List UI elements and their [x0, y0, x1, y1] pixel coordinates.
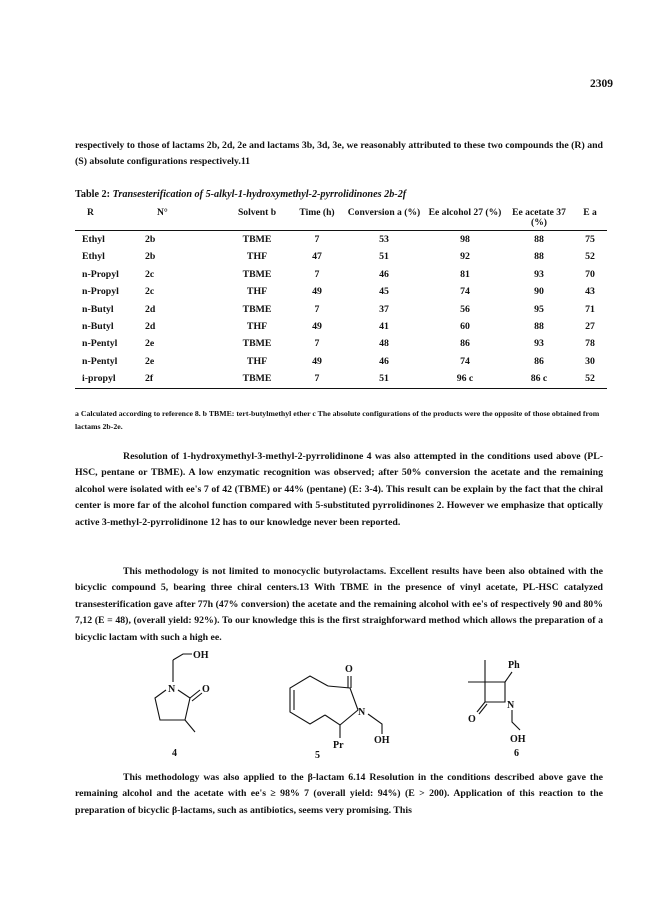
s5-pr-label: Pr — [333, 740, 344, 751]
table-footnote: a Calculated according to reference 8. b TBME: tert-butylmethyl ether c The absolute configurations of the products were the opposite of those obtained from lactams 2b-2e. — [75, 409, 600, 431]
table-cell: 60 — [460, 321, 470, 333]
table-cell: TBME — [242, 268, 272, 280]
structure-6 — [440, 650, 550, 760]
table-cell: 49 — [312, 286, 322, 298]
table-row — [75, 335, 607, 352]
table-cell: 75 — [585, 234, 595, 245]
table-cell: 86 — [534, 355, 544, 367]
table-cell: 30 — [585, 355, 595, 367]
s4-oh-label: OH — [193, 650, 209, 661]
table-cell: 46 — [379, 355, 389, 367]
table-cell: 2d — [145, 321, 156, 333]
table-cell: TBME — [242, 303, 272, 315]
table-cell: 7 — [314, 303, 320, 315]
table-cell: 7 — [314, 234, 320, 245]
table-cell: 51 — [379, 251, 389, 263]
table-cell: 74 — [460, 286, 470, 298]
table-cell: 2b — [145, 251, 156, 263]
paragraph-2: This methodology is not limited to monocyclic butyrolactams. Excellent results have been also obtained with the bicyclic compound 5, bearing three chiral centers.13 With TBME in the presence of vinyl acetate, PL-HSC catalyzed transesterification gave after 77h (47% conversion) the acetate and the remaining alcohol with ee's of respectively 90 and 80% 7,12 (E = 48), (overall yield: 92%). To our knowledge this is the first straighforward method which allows the preparation of a bicyclic lactam with such a high ee. — [75, 566, 603, 643]
table-row — [75, 318, 607, 335]
table-cell: TBME — [242, 234, 272, 245]
s6-ph-label: Ph — [508, 660, 520, 671]
table-cell: n-Butyl — [82, 321, 114, 333]
table-cell: 49 — [312, 321, 322, 333]
header-solvent: Solvent b — [237, 207, 277, 218]
table-cell: 70 — [585, 268, 595, 280]
table-cell: 52 — [585, 251, 595, 263]
table-caption — [75, 189, 406, 200]
header-conversion: Conversion a (%) — [347, 207, 421, 218]
table-cell: 95 — [534, 303, 544, 315]
table-cell: n-Propyl — [82, 286, 119, 298]
table-cell: 78 — [585, 338, 595, 350]
header-r: R — [87, 207, 94, 218]
table-cell: 2e — [145, 338, 155, 350]
table-cell: i-propyl — [82, 373, 116, 385]
table-row — [75, 370, 607, 388]
table-cell: 93 — [534, 268, 544, 280]
table-cell: 74 — [460, 355, 470, 367]
table-cell: 2c — [145, 268, 155, 280]
table-cell: THF — [246, 286, 268, 298]
table-cell: 7 — [314, 268, 320, 280]
s5-oh-label: OH — [374, 735, 390, 746]
table-cell: Ethyl — [82, 234, 105, 245]
s4-n-label: N — [168, 684, 176, 695]
table-cell: 27 — [585, 321, 595, 333]
table-cell: 37 — [379, 303, 389, 315]
table-cell: 93 — [534, 338, 544, 350]
table-cell: THF — [246, 251, 268, 263]
intro-paragraph: respectively to those of lactams 2b, 2d, 2e and lactams 3b, 3d, 3e, we reasonably attributed to these two compounds the (R) and (S) absolute configurations respectively.11 — [75, 140, 603, 168]
table-cell: 81 — [460, 268, 470, 280]
structure-5 — [270, 660, 410, 760]
header-time: Time (h) — [299, 207, 335, 218]
table-cell: TBME — [242, 338, 272, 350]
table-cell: TBME — [242, 373, 272, 385]
table-cell: 52 — [585, 373, 595, 385]
table-row — [75, 266, 607, 283]
table-cell: 2b — [145, 234, 156, 245]
table-cell: THF — [246, 321, 268, 333]
table-cell: n-Pentyl — [82, 338, 118, 350]
table-cell: 43 — [585, 286, 595, 298]
header-n: N° — [157, 207, 168, 218]
structure-6-number: 6 — [514, 748, 519, 759]
table-cell: 86 — [460, 338, 470, 350]
s4-o-label: O — [202, 684, 210, 695]
header-e: E a — [583, 207, 597, 218]
paragraph-1: Resolution of 1-hydroxymethyl-3-methyl-2-pyrrolidinone 4 was also attempted in the conditions used above (PL-HSC, pentane or TBME). A low enzymatic recognition was observed; after 50% conversion the acetate and the remaining alcohol were isolated with ee's 7 of 42 (TBME) or 44% (pentane) (E: 3-4). This result can be explain by the fact that the chiral center is more far of the alcohol function compared with 5-substituted pyrrolidinones 2. However we emphasize that optically active 3-methyl-2-pyrrolidinone 12 has to our knowledge never been reported. — [75, 451, 603, 528]
results-table — [75, 208, 607, 389]
table-cell: 88 — [534, 234, 544, 245]
table-cell: 45 — [379, 286, 389, 298]
table-cell: 53 — [379, 234, 389, 245]
table-cell: 71 — [585, 303, 595, 315]
table-cell: 2f — [145, 373, 154, 385]
table-row — [75, 353, 607, 370]
table-cell: 49 — [312, 355, 322, 367]
table-cell: 56 — [460, 303, 470, 315]
table-cell: 88 — [534, 251, 544, 263]
table-caption-title: Transesterification of 5-alkyl-1-hydroxymethyl-2-pyrrolidinones 2b-2f — [112, 189, 407, 200]
table-cell: n-Butyl — [82, 303, 114, 315]
table-cell: 7 — [314, 338, 320, 350]
table-row — [75, 283, 607, 300]
table-cell: 46 — [379, 268, 389, 280]
table-cell: 48 — [379, 338, 389, 350]
table-cell: n-Pentyl — [82, 355, 118, 367]
s5-n-label: N — [358, 707, 366, 718]
table-cell: 88 — [534, 321, 544, 333]
table-cell: 41 — [379, 321, 389, 333]
header-ee-alcohol: Ee alcohol 27 (%) — [428, 207, 502, 218]
table-cell: 51 — [379, 373, 389, 385]
page-number: 2309 — [590, 78, 613, 90]
table-cell: THF — [246, 355, 268, 367]
header-ee-acetate: Ee acetate 37 (%) — [512, 207, 566, 228]
s6-oh-label: OH — [510, 734, 526, 745]
table-row — [75, 231, 607, 249]
table-cell: 2d — [145, 303, 156, 315]
structure-4 — [130, 650, 230, 760]
table-cell: 7 — [314, 373, 320, 385]
table-row — [75, 248, 607, 265]
table-cell: 98 — [460, 234, 470, 245]
s6-n-label: N — [507, 700, 515, 711]
table-cell: 92 — [460, 251, 470, 263]
table-cell: 2c — [145, 286, 155, 298]
table-cell: Ethyl — [82, 251, 105, 263]
table-cell: 47 — [312, 251, 322, 263]
table-cell: n-Propyl — [82, 268, 119, 280]
table-cell: 2e — [145, 355, 155, 367]
table-header-row — [75, 208, 607, 231]
table-cell: 96 c — [456, 373, 474, 385]
s5-o-label: O — [345, 664, 353, 675]
s6-o-label: O — [468, 714, 476, 725]
table-caption-prefix: Table 2: — [75, 189, 111, 200]
table-row — [75, 301, 607, 318]
paragraph-3: This methodology was also applied to the β-lactam 6.14 Resolution in the conditions described above gave the remaining alcohol and the acetate with ee's ≥ 98% 7 (overall yield: 94%) (E > 200). Application of this reaction to the preparation of bicyclic β-lactams, such as antibiotics, seems very promising. This — [75, 772, 603, 816]
table-cell: 86 c — [530, 373, 548, 385]
structure-5-number: 5 — [315, 750, 320, 760]
table-cell: 90 — [534, 286, 544, 298]
structure-4-number: 4 — [172, 748, 177, 759]
